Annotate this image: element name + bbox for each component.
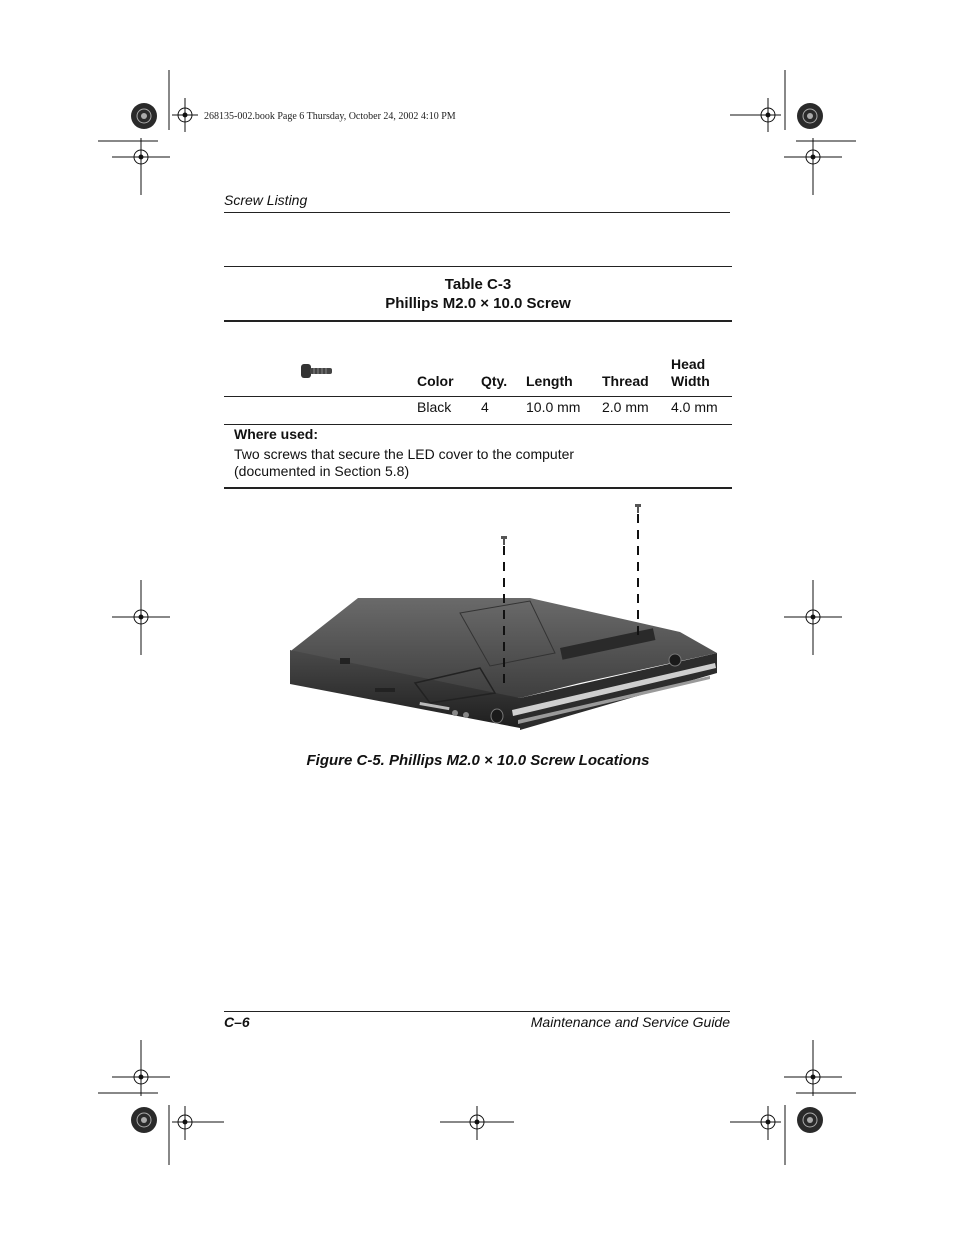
cell-qty: 4: [481, 399, 489, 415]
crosshair-icon: [784, 1040, 842, 1096]
crosshair-icon: [112, 580, 170, 655]
crosshair-icon: [440, 1106, 514, 1140]
column-header-width: Width: [671, 373, 710, 389]
figure-caption: Figure C-5. Phillips M2.0 × 10.0 Screw Locations: [306, 752, 650, 769]
table-header-rule: [224, 396, 732, 397]
starburst-icon: [131, 103, 157, 129]
column-header-length: Length: [526, 373, 573, 389]
table-bottom-rule: [224, 487, 732, 489]
crosshair-icon: [172, 98, 198, 132]
section-header: Screw Listing: [224, 192, 308, 208]
screw-icon: [300, 360, 334, 384]
cell-length: 10.0 mm: [526, 399, 581, 415]
crosshair-icon: [112, 138, 170, 195]
header-rule: [224, 212, 730, 213]
print-info: 268135-002.book Page 6 Thursday, October 24, 2002 4:10 PM: [204, 111, 456, 122]
starburst-icon: [797, 103, 823, 129]
where-used-label: Where used:: [234, 426, 319, 442]
column-header-head: Head: [671, 356, 706, 372]
column-header-thread: Thread: [602, 373, 649, 389]
cell-color: Black: [417, 399, 452, 415]
cell-head-width: 4.0 mm: [671, 399, 718, 415]
cell-thread: 2.0 mm: [602, 399, 649, 415]
crosshair-icon: [784, 580, 842, 655]
table-row-rule: [224, 424, 732, 425]
crosshair-icon: [112, 1040, 170, 1096]
table-top-rule: [224, 266, 732, 267]
crosshair-icon: [784, 138, 842, 195]
column-header-color: Color: [417, 373, 454, 389]
crosshair-icon: [172, 1106, 224, 1140]
guide-title: Maintenance and Service Guide: [530, 1014, 730, 1030]
starburst-icon: [131, 1107, 157, 1133]
where-used-line: Two screws that secure the LED cover to the computer: [234, 446, 575, 462]
table-title-rule: [224, 320, 732, 322]
where-used-line: (documented in Section 5.8): [234, 463, 410, 479]
table-title: Phillips M2.0 × 10.0 Screw: [385, 295, 571, 312]
footer-rule: [224, 1011, 730, 1012]
crosshair-icon: [730, 1106, 781, 1140]
starburst-icon: [797, 1107, 823, 1133]
where-used-text: [234, 446, 654, 480]
table-number: Table C-3: [444, 276, 512, 293]
notebook-illustration: [280, 498, 730, 748]
page-number: C–6: [224, 1014, 250, 1030]
crosshair-icon: [730, 98, 781, 132]
column-header-qty: Qty.: [481, 373, 508, 389]
